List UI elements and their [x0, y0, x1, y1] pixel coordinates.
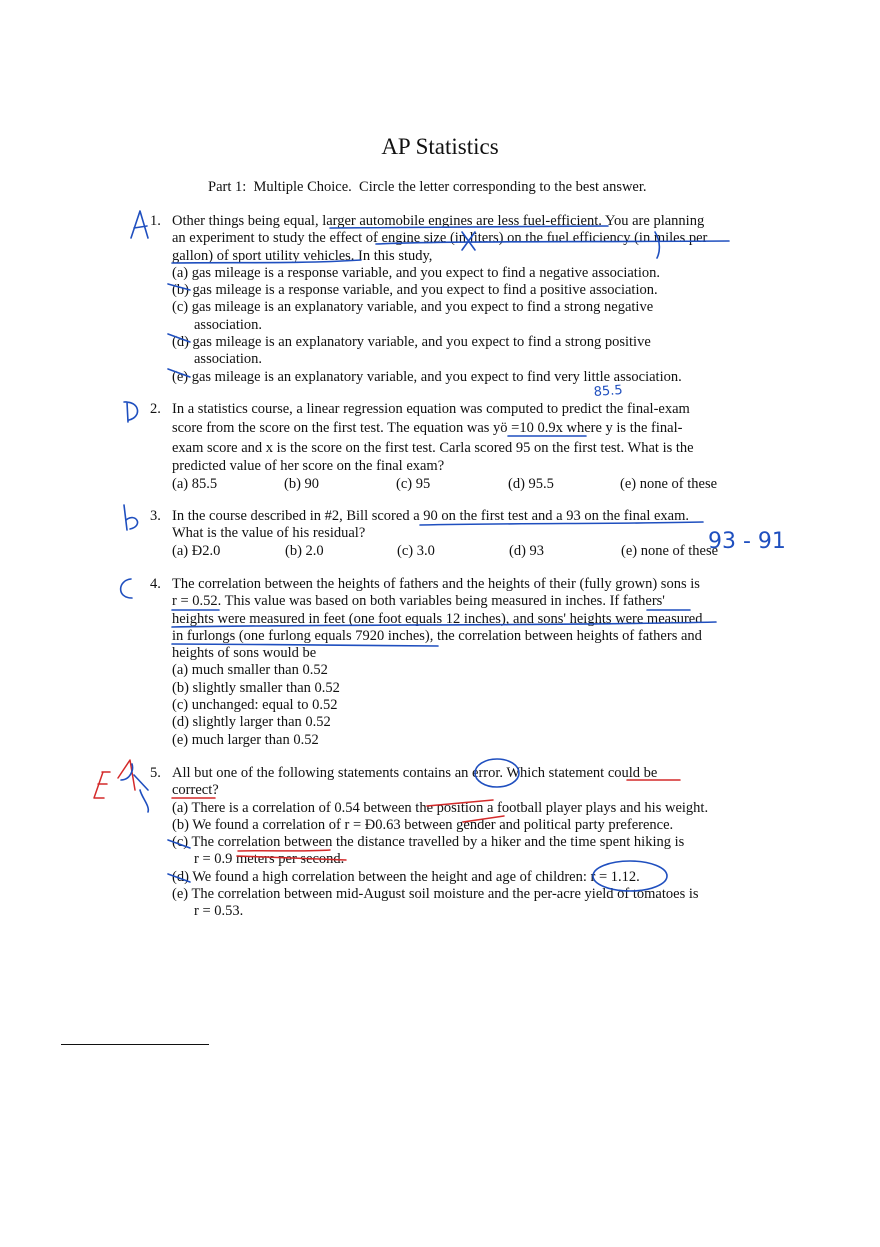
answer-option-a: (a) gas mileage is a response variable, and you expect to find a negative association.: [172, 264, 660, 281]
question-number: 1.: [150, 213, 161, 229]
handwritten-q2-note: 85.5: [593, 383, 624, 400]
question-text-line: gallon) of sport utility vehicles. In this study,: [172, 247, 433, 264]
handwritten-answer-q2: [124, 402, 138, 422]
question-number: 3.: [150, 508, 161, 524]
answer-option-c: (c) The correlation between the distance travelled by a hiker and the time spent hiking is: [172, 834, 685, 851]
answer-option-e: (e) none of these: [620, 475, 718, 492]
footnote-rule: [61, 1044, 209, 1045]
question-text-line: r = 0.52. This value was based on both variables being measured in inches. If fathers': [172, 593, 665, 610]
question-text-line: All but one of the following statements contains an error. Which statement could be: [172, 765, 658, 781]
answer-option-b: (b) We found a correlation of r = Ð0.63 between gender and political party preference.: [172, 816, 674, 833]
question-number: 2.: [150, 401, 161, 417]
question-text-line: In a statistics course, a linear regression equation was computed to predict the final-exam: [172, 401, 690, 417]
question-text-line: The correlation between the heights of fathers and the heights of their (fully grown) sons is: [172, 576, 700, 592]
answer-options-row: [172, 543, 735, 560]
question-text-line: in furlongs (one furlong equals 7920 inches), the correlation between heights of fathers and: [172, 627, 702, 644]
answer-option-c: (c) unchanged: equal to 0.52: [172, 697, 338, 714]
answer-option-a: (a) much smaller than 0.52: [172, 662, 328, 679]
question-text-line: exam score and x is the score on the first test. Carla scored 95 on the first test. What is the: [172, 440, 694, 457]
answer-option-a: (a) There is a correlation of 0.54 between the position a football player plays and his weight.: [172, 799, 709, 816]
page-title: AP Statistics: [381, 134, 499, 159]
answer-option-e: (e) The correlation between mid-August soil moisture and the per-acre yield of tomatoes is: [172, 886, 699, 903]
answer-option-d: (d) 95.5: [508, 475, 554, 492]
answer-option-a: (a) 85.5: [172, 475, 218, 492]
question-4: [150, 576, 735, 749]
question-text-line: score from the score on the first test. The equation was yö =10 0.9x where y is the final-: [172, 420, 683, 437]
question-5: [150, 765, 735, 921]
answer-option-b: (b) gas mileage is a response variable, and you expect to find a positive association.: [172, 282, 658, 299]
answer-option-c-continued: association.: [194, 316, 263, 333]
question-text-line: heights of sons would be: [172, 645, 317, 662]
question-text-line: In the course described in #2, Bill scored a 90 on the first test and a 93 on the final exam.: [172, 508, 690, 524]
handwritten-answer-q4: [121, 579, 132, 598]
answer-option-c-continued: r = 0.9 meters per second.: [194, 851, 345, 868]
handwritten-answer-q1: [131, 211, 148, 238]
question-number: 4.: [150, 576, 161, 592]
question-text-line: What is the value of his residual?: [172, 525, 366, 542]
question-text-line: Other things being equal, larger automobile engines are less fuel-efficient. You are planning: [172, 213, 705, 229]
answer-option-e: (e) none of these: [621, 542, 719, 559]
question-text-line: an experiment to study the effect of engine size (in liters) on the fuel efficiency (in miles per: [172, 230, 708, 247]
answer-option-d: (d) 93: [509, 542, 545, 559]
question-text-line: predicted value of her score on the final exam?: [172, 458, 445, 475]
answer-option-e: (e) much larger than 0.52: [172, 731, 319, 748]
instructions: Part 1: Multiple Choice. Circle the letter corresponding to the best answer.: [208, 179, 647, 195]
handwritten-answer-q5: [94, 760, 148, 812]
answer-option-e-continued: r = 0.53.: [194, 903, 244, 920]
answer-option-a: (a) Ð2.0: [172, 542, 221, 559]
answer-options-row: [172, 476, 735, 493]
question-1: [150, 213, 735, 386]
question-2: [150, 401, 735, 493]
answer-option-c: (c) 95: [396, 475, 431, 492]
answer-option-d-continued: association.: [194, 351, 263, 368]
question-text-line: heights were measured in feet (one foot equals 12 inches), and sons' heights were measured: [172, 610, 703, 627]
answer-option-c: (c) gas mileage is an explanatory variable, and you expect to find a strong negative: [172, 299, 654, 316]
answer-option-b: (b) 2.0: [285, 542, 324, 559]
answer-option-b: (b) slightly smaller than 0.52: [172, 679, 340, 696]
answer-option-b: (b) 90: [284, 475, 320, 492]
handwritten-answer-q3: [124, 505, 138, 530]
question-text-line: correct?: [172, 782, 219, 799]
answer-option-c: (c) 3.0: [397, 542, 435, 559]
question-number: 5.: [150, 765, 161, 781]
answer-option-d: (d) We found a high correlation between the height and age of children: r = 1.12.: [172, 868, 640, 885]
question-3: [150, 508, 735, 560]
handwritten-q3-note: 93 - 91: [708, 529, 786, 554]
answer-option-e: (e) gas mileage is an explanatory variable, and you expect to find very little association.: [172, 368, 682, 385]
answer-option-d: (d) gas mileage is an explanatory variable, and you expect to find a strong positive: [172, 334, 651, 351]
answer-option-d: (d) slightly larger than 0.52: [172, 714, 331, 731]
